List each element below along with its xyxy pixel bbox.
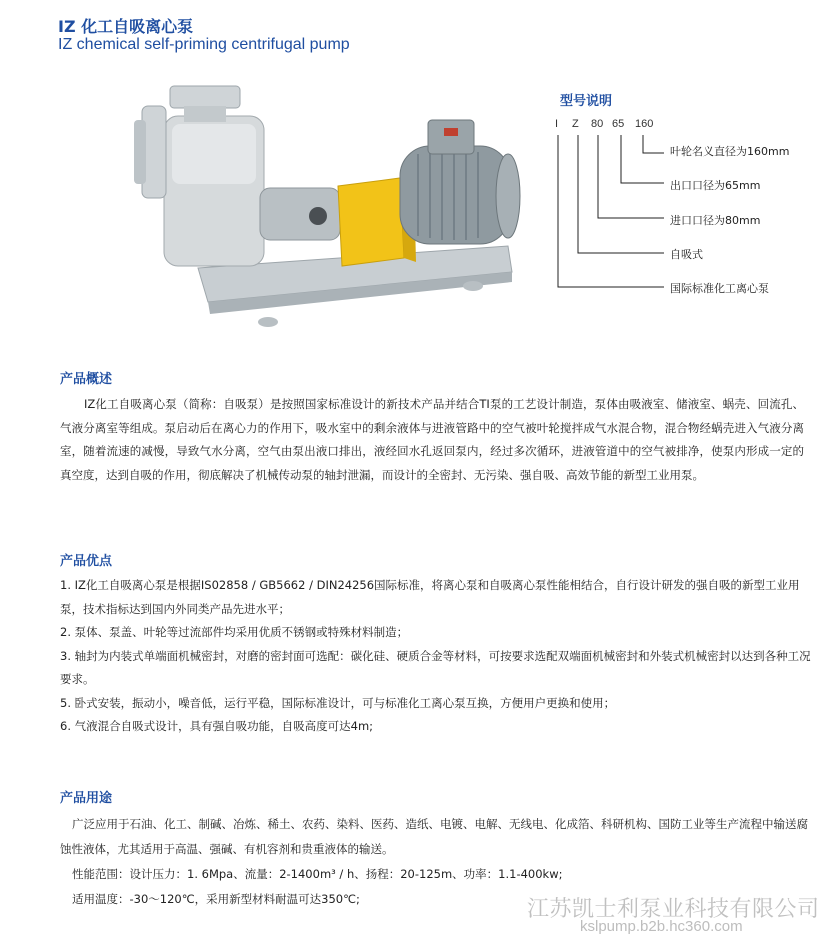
pump-illustration [128,76,528,338]
page-subtitle: IZ chemical self-priming centrifugal pump [58,36,350,53]
advantages-heading: 产品优点 [60,554,113,569]
model-label-outlet: 出口口径为65mm [670,179,761,192]
advantages-list [60,574,820,739]
model-code-z: Z [572,118,579,130]
model-explanation-title: 型号说明 [560,94,613,109]
list-item: 2. 泵体、泵盖、叶轮等过流部件均采用优质不锈钢或特殊材料制造； [60,625,409,639]
model-label-standard: 国际标准化工离心泵 [670,282,769,295]
overview-paragraph: IZ化工自吸离心泵（简称：自吸泵）是按照国家标准设计的新技术产品并结合TI泵的工艺设计制造，泵体由吸液室、储液室、蜗壳、回流孔、气液分离室等组成。泵启动后在离心力的作用下，吸水室中的剩余液体与进液管路中的空气被叶轮搅拌成气水混合物，混合物经蜗壳进入气液分离室，随着流速的减慢，导致气水分离，空气由泵出液口排出，液经回水孔返回泵内，经过多次循环，进液管道中的空气被排净，使泵内形成一定的真空度，达到自吸的作用，彻底解决了机械传动泵的轴封泄漏，而设计的全密封、无污染、强自吸、高效节能的新型工业用泵。 [60,397,804,482]
model-code-i: I [555,118,559,130]
watermark-company: 江苏凯士利泵业科技有限公司 [527,897,820,922]
list-item: 5. 卧式安装，振动小，噪音低，运行平稳，国际标准设计，可与标准化工离心泵互换，方便用户更换和使用； [60,695,616,710]
usage-paragraph: 广泛应用于石油、化工、制碱、冶炼、稀土、农药、染料、医药、造纸、电镀、电解、无线电、化成箔、科研机构、国防工业等生产流程中输送腐蚀性液体，尤其适用于高温、强碱、有机容剂和贵重液体的输送。 [60,817,808,856]
list-item: 6. 气液混合自吸式设计，具有强自吸功能，自吸高度可达4m; [60,719,374,733]
overview-text [60,393,804,487]
model-label-inlet: 进口口径为80mm [670,214,761,227]
temperature-range: 适用温度：-30～120℃，采用新型材料耐温可达350℃; [72,892,360,906]
model-code-80: 80 [591,118,604,130]
list-item: 3. 轴封为内装式单端面机械密封，对磨的密封面可选配：碳化硅、硬质合金等材料，可按要求选配双端面机械密封和外装式机械密封以达到各种工况要求。 [60,648,811,686]
list-item: 1. IZ化工自吸离心泵是根据IS02858 / GB5662 / DIN24256国际标准，将离心泵和自吸离心泵性能相结合，自行设计研发的强自吸的新型工业用泵，技术指标达到国内外同类产品先进水平； [60,578,800,616]
watermark-url: kslpump.b2b.hc360.com [580,918,743,935]
performance-range: 性能范围：设计压力：1. 6Mpa、流量：2-1400m³ / h、扬程：20-125m、功率：1.1-400kw; [72,867,563,881]
usage-heading: 产品用途 [60,791,113,806]
model-label-self-priming: 自吸式 [670,248,703,261]
model-code-160: 160 [635,118,654,130]
overview-heading: 产品概述 [60,372,113,387]
page-title: IZ 化工自吸离心泵 [58,17,194,36]
model-label-impeller: 叶轮名义直径为160mm [670,145,790,158]
model-code-65: 65 [612,118,625,130]
